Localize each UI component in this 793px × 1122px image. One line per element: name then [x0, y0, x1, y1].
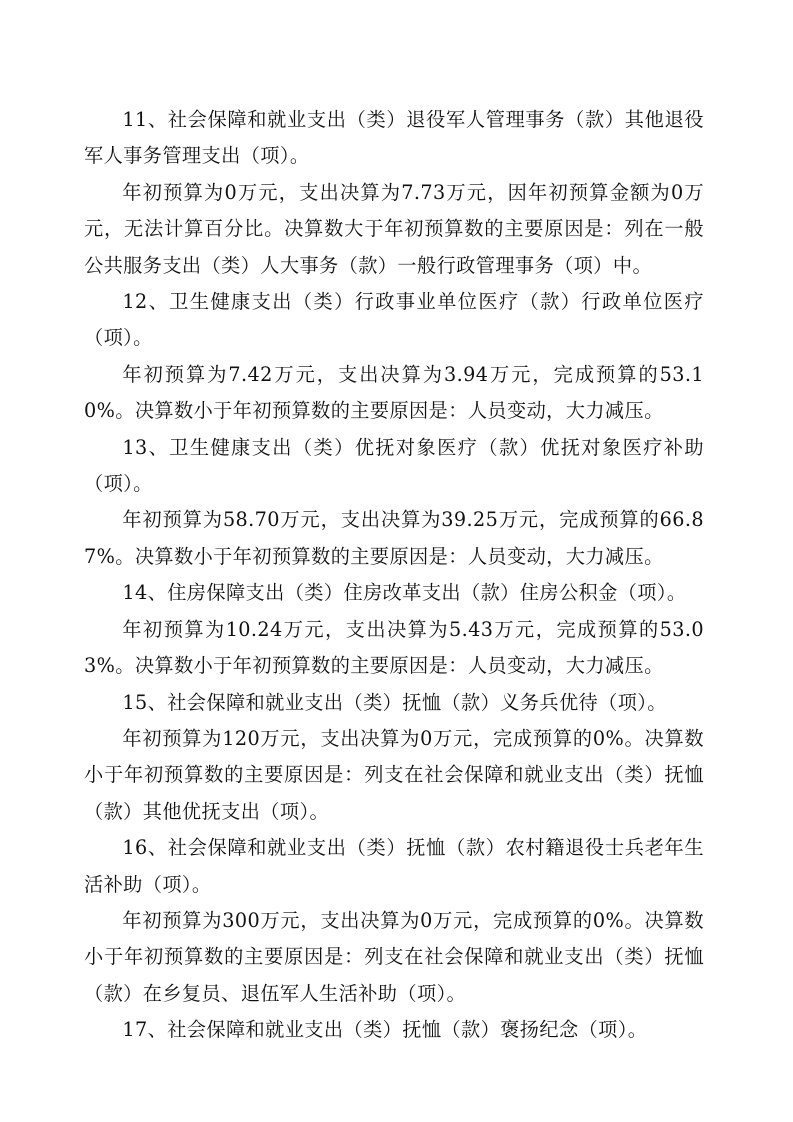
paragraph-item-15-detail: 年初预算为120万元，支出决算为0万元，完成预算的0%。决算数小于年初预算数的主要原因是：列支在社会保障和就业支出（类）抚恤（款）其他优抚支出（项）。: [84, 726, 704, 823]
document-body: [84, 102, 704, 1049]
paragraph-item-13-detail: 年初预算为58.70万元，支出决算为39.25万元，完成预算的66.87%。决算数小于年初预算数的主要原因是：人员变动，大力减压。: [84, 508, 704, 568]
paragraph-item-11-detail: 年初预算为0万元，支出决算为7.73万元，因年初预算金额为0万元，无法计算百分比。决算数大于年初预算数的主要原因是：列在一般公共服务支出（类）人大事务（款）一般行政管理事务（项）中。: [84, 180, 704, 277]
paragraph-item-13-heading: 13、卫生健康支出（类）优抚对象医疗（款）优抚对象医疗补助（项）。: [84, 435, 704, 496]
paragraph-item-16-detail: 年初预算为300万元，支出决算为0万元，完成预算的0%。决算数小于年初预算数的主要原因是：列支在社会保障和就业支出（类）抚恤（款）在乡复员、退伍军人生活补助（项）。: [84, 908, 704, 1005]
paragraph-item-17-heading: 17、社会保障和就业支出（类）抚恤（款）褒扬纪念（项）。: [122, 1018, 648, 1042]
paragraph-item-12-heading: 12、卫生健康支出（类）行政事业单位医疗（款）行政单位医疗（项）。: [84, 290, 704, 350]
paragraph-item-16-heading: 16、社会保障和就业支出（类）抚恤（款）农村籍退役士兵老年生活补助（项）。: [84, 836, 704, 896]
paragraph-item-14-detail: 年初预算为10.24万元，支出决算为5.43万元，完成预算的53.03%。决算数小于年初预算数的主要原因是：人员变动，大力减压。: [84, 617, 704, 678]
paragraph-item-14-heading: 14、住房保障支出（类）住房改革支出（款）住房公积金（项）。: [122, 581, 687, 605]
paragraph-item-12-detail: 年初预算为7.42万元，支出决算为3.94万元，完成预算的53.10%。决算数小于年初预算数的主要原因是：人员变动，大力减压。: [84, 362, 704, 423]
paragraph-item-11-heading: 11、社会保障和就业支出（类）退役军人管理事务（款）其他退役军人事务管理支出（项）。: [84, 108, 704, 168]
paragraph-item-15-heading: 15、社会保障和就业支出（类）抚恤（款）义务兵优待（项）。: [122, 690, 667, 714]
